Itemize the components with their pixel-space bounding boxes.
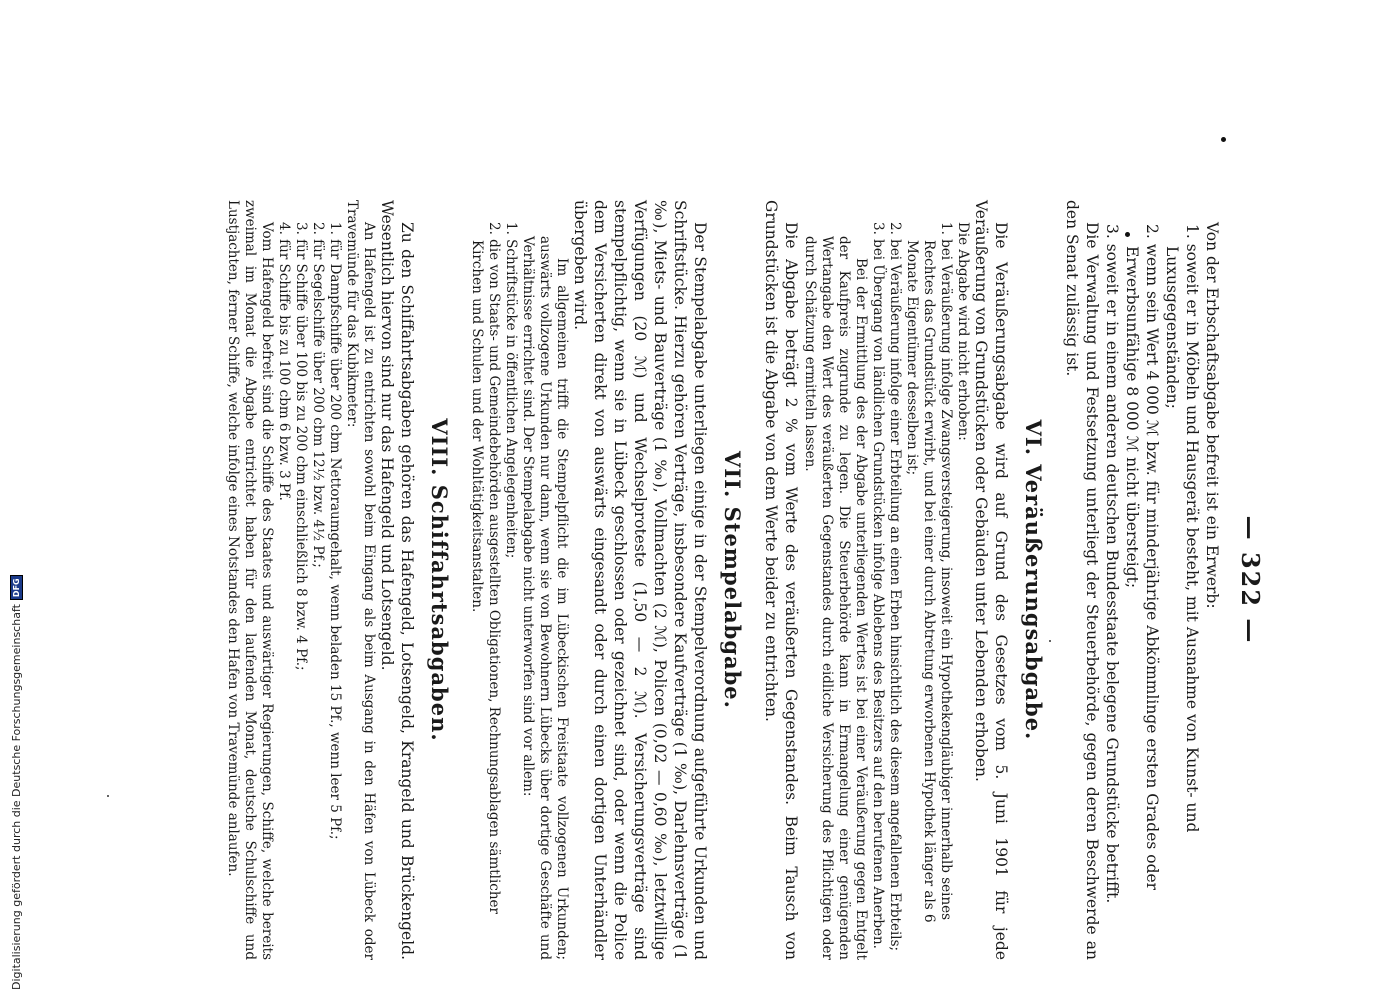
section-6-rate: Die Abgabe beträgt 2 % vom Werte des veräußerten Gegenstandes. Beim Tausch von Grundstücken ist die Abgabe von dem Werte beider zu entrichten.: [762, 200, 800, 960]
section-7-intro: Der Stempelabgabe unterliegen einige in der Stempelverordnung aufgeführte Urkunden und Schriftstücke. Hierzu gehören Verträge, insbesondere Kaufverträge (1 ‰), Darlehnsverträge (1 ‰), Miets- und Bauverträge (1 ‰), Vollmachten (2 ℳ), Policen (0,02 — 0,60 ‰), letztwillige Verfügungen (20 ℳ) und Wechselproteste (1,50 — 2 ℳ). Versicherungsverträge sind stempelpflichtig, wenn sie in Lübeck geschlossen oder gezeichnet sind, oder wenn die Police dem Versicherten direkt von auswärts eingesandt oder durch einen dortigen Unterhändler übergeben wird.: [571, 200, 709, 960]
administration-paragraph: Die Verwaltung und Festsetzung unterliegt der Steuerbehörde, gegen deren Beschwerde an den Senat zulässig ist.: [1063, 200, 1101, 960]
section-8-heading: VIII. Schiffahrtsabgaben.: [427, 418, 452, 742]
section-7-item-1: 1. Schriftstücke in öffentlichen Angelegenheiten;: [503, 222, 519, 559]
section-6-item-2: 2. bei Veräußerung infolge einer Erbteilung an einen Erben hinsichtlich des diesem angefallenen Erbteils;: [887, 222, 903, 952]
scan-dot: [1221, 137, 1226, 142]
page-number: — 322 —: [1236, 515, 1265, 645]
exemption-item-1: 1. soweit er in Möbeln und Hausgerät besteht, mit Ausnahme von Kunst- und Luxusgegenständen;: [1163, 224, 1201, 833]
section-7-general: Im allgemeinen trifft die Stempelpflicht die im Lübeckischen Freistaate vollzogenen Urkunden; auswärts vollzogene Urkunden nur dann, wenn sie von Bewohnern Lübecks über dortige Geschäfte und Verhältnisse errichtet sind. Der Stempelabgabe nicht unterworfen sind vor allem:: [520, 236, 570, 960]
section-8-intro: Zu den Schiffahrtsabgaben gehören das Hafengeld, Lotsengeld, Krangeld und Brückengeld. Wesentlich hiervon sind nur das Hafengeld und Lotsengeld.: [378, 200, 416, 960]
section-8-item-1: 1. für Dampfschiffe über 200 cbm Nettoraumgehalt, wenn beladen 15 Pf., wenn leer 5 Pf.;: [327, 222, 343, 840]
section-8-item-2: 2. für Segelschiffe über 200 cbm 12½ bzw. 4½ Pf.;: [310, 222, 326, 568]
section-6-heading: VI. Veräußerungsabgabe.: [1021, 419, 1046, 741]
scan-dot: [1125, 232, 1130, 237]
exemption-item-3: 3. soweit er in einem anderen deutschen Bundesstaate belegene Grundstücke betrifft.: [1103, 224, 1121, 904]
footer-text: Digitalisierung gefördert durch die Deutsche Forschungsgemeinschaft: [10, 604, 23, 990]
section-6-item-3: 3. bei Übergang von ländlichen Grundstücken infolge Ablebens des Besitzers auf den berufenen Anerben.: [870, 222, 886, 949]
section-6-not-levied: Die Abgabe wird nicht erhoben:: [955, 222, 971, 441]
section-7-item-2: 2. die von Staats- und Gemeindebehörden ausgestellten Obligationen, Rechnungsablagen sämtlicher Kirchen und Schulen und der Wohltätigkeitsanstalten.: [469, 222, 502, 915]
section-8-exempt: Vom Hafengeld befreit sind die Schiffe des Staates und auswärtiger Regierungen, Schiffe, welche bereits zweimal im Monat die Abgabe entrichtet haben für den laufenden Monat, deutsche Schulschiffe und Lustjachten, ferner Schiffe, welche infolge eines Notstandes den Hafen von Travemünde anlaufen.: [225, 200, 275, 960]
section-8-item-3: 3. für Schiffe über 100 bis zu 200 cbm einschließlich 8 bzw. 4 Pf.;: [293, 222, 309, 671]
scan-speck: [1049, 640, 1051, 642]
dfg-logo: DFG: [10, 575, 23, 600]
rotated-page: [165, 200, 1265, 960]
section-6-intro: Die Veräußerungsabgabe wird auf Grund des Gesetzes vom 5. Juni 1901 für jede Veräußerung von Grundstücken oder Gebäuden unter Lebenden erhoben.: [972, 200, 1010, 960]
digitization-footer: [10, 575, 23, 990]
scan-speck: [107, 795, 109, 797]
exemption-item-2: 2. wenn sein Wert 4 000 ℳ bzw. für minderjährige Abkömmlinge ersten Grades oder Erwerbsunfähige 8 000 ℳ nicht übersteigt;: [1123, 224, 1161, 891]
section-8-harbour: An Hafengeld ist zu entrichten sowohl beim Eingang als beim Ausgang in den Häfen von Lübeck oder Travemünde für das Kubikmeter:: [344, 200, 377, 960]
exemption-intro: Von der Erbschaftsabgabe befreit ist ein Erwerb:: [1203, 222, 1221, 609]
section-6-item-1: 1. bei Veräußerung infolge Zwangsversteigerung, insoweit ein Hypothekengläubiger innerhalb seines Rechtes das Grundstück erwirbt, und bei einer durch Abtretung erworbenen Hypothek länger als 6 Monate Eigentümer desselben ist;: [904, 222, 954, 923]
section-7-heading: VII. Stempelabgabe.: [720, 451, 745, 709]
section-6-valuation: Bei der Ermittlung des der Abgabe unterliegenden Wertes ist bei einer Veräußerung gegen Entgelt der Kaufpreis zugrunde zu legen. Die Steuerbehörde kann in Ermangelung einer genügenden Wertangabe den Wert des veräußerten Gegenstandes durch eidliche Versicherung des Pflichtigen oder durch Schätzung ermitteln lassen.: [802, 236, 869, 960]
section-8-item-4: 4. für Schiffe bis zu 100 cbm 6 bzw. 3 Pf.: [276, 222, 292, 501]
